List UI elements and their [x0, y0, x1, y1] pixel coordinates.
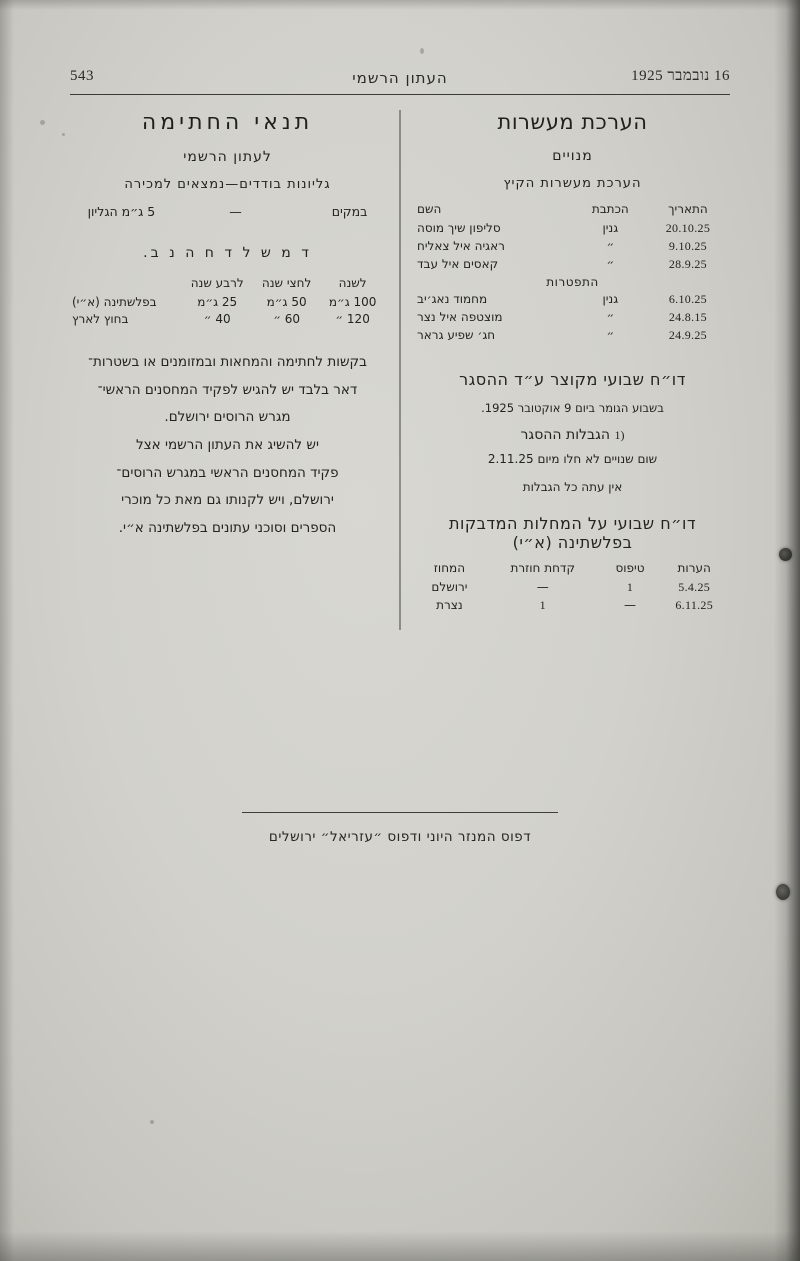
- cell-date: 20.10.25: [665, 220, 711, 235]
- col-name: השם: [417, 202, 442, 216]
- col-typhus: טיפוס: [615, 561, 645, 575]
- col-relapsing-fever: קדחת חוזרת: [510, 561, 575, 575]
- left-column-subtitle-2: גליונות בודדים—נמצאים למכירה: [124, 177, 331, 192]
- scan-edge-shadow-top: [0, 0, 800, 10]
- table-header-row: [415, 201, 730, 219]
- single-issue-dash: —: [229, 204, 242, 219]
- section-label-resignations: התפטרות: [546, 274, 599, 289]
- cell-address: ״: [606, 257, 615, 271]
- cell-quarter-price: 40 ״: [203, 311, 231, 326]
- colophon-text: דפוס המנזר היוני ודפוס ״עזריאל״ ירושלים: [268, 829, 532, 845]
- cell-date: 24.9.25: [668, 327, 707, 342]
- cell-notes: 6.11.25: [675, 597, 714, 612]
- scan-edge-shadow-bottom: [0, 1231, 800, 1261]
- diseases-report-title: דו״ח שבועי על המחלות המדבקות בפלשתינה (א״י): [448, 514, 697, 552]
- instruction-line: ירושלם, ויש לקנותו גם מאת כל מוכרי: [121, 492, 334, 509]
- column-right: [415, 104, 730, 614]
- scan-edge-shadow-left: [0, 0, 14, 1261]
- column-divider: [400, 110, 401, 630]
- col-quarter-year: לרבע שנה: [190, 276, 244, 290]
- subscription-rates-heading: ד מ ש ל ד ח ה נ ב.: [143, 245, 312, 261]
- instruction-line: בקשות לחתימה והמחאות ובמזומנים או בשטרות־: [88, 354, 367, 370]
- scan-edge-shadow-right: [774, 0, 800, 1261]
- scan-speck: [420, 48, 424, 54]
- item-title: הגבלות ההסגר: [520, 427, 611, 443]
- cell-address: גנין: [602, 292, 619, 306]
- diseases-table: [415, 560, 730, 614]
- subscription-instructions: [70, 349, 385, 543]
- cell-region: בפלשתינה (א״י): [72, 294, 157, 309]
- cell-fever: 1: [539, 597, 546, 612]
- table-row: [415, 308, 730, 326]
- scan-speck: [62, 133, 65, 136]
- cell-address: ״: [606, 310, 615, 324]
- table-row: [415, 290, 730, 308]
- colophon: [0, 812, 800, 845]
- quarantine-item-1-line-2: אין עתה כל הגבלות: [522, 480, 623, 494]
- instruction-line: דאר בלבד יש להגיש לפקיד המחסנים הראשי־: [97, 381, 358, 398]
- col-notes: הערות: [677, 561, 711, 575]
- col-district: המחוז: [433, 561, 466, 575]
- table-row: [415, 219, 730, 237]
- cell-quarter-price: 25 ג״מ: [197, 294, 238, 309]
- subscription-rates-table: [70, 275, 385, 327]
- page-body: [70, 104, 730, 664]
- table-row: [70, 293, 385, 310]
- column-left: [70, 104, 385, 543]
- quarantine-item-1-line-1: שום שנויים לא חלו מיום 2.11.25: [487, 452, 658, 466]
- instruction-line: מגרש הרוסים ירושלם.: [164, 409, 291, 426]
- cell-name: קאסים איל עבד: [417, 257, 499, 271]
- cell-name: סליפון שיך מוסה: [417, 221, 501, 235]
- quarantine-item-1: [415, 427, 730, 443]
- table-row: [415, 237, 730, 255]
- cell-name: חג׳ שפיע גראר: [417, 328, 496, 342]
- cell-district: נצרת: [436, 598, 463, 612]
- cell-half-price: 60 ״: [273, 311, 301, 326]
- col-half-year: לחצי שנה: [261, 276, 312, 290]
- table-row: [415, 255, 730, 273]
- cell-typhus: 1: [626, 579, 634, 594]
- cell-address: גנין: [602, 221, 619, 235]
- single-issue-price-line: [70, 204, 385, 219]
- assessments-table: [415, 201, 730, 344]
- left-column-title: תנאי החתימה: [141, 110, 314, 135]
- single-issue-label: במקים: [331, 204, 368, 219]
- cell-region: בחוץ לארץ: [72, 311, 129, 326]
- cell-notes: 5.4.25: [678, 579, 711, 594]
- cell-date: 28.9.25: [668, 256, 707, 271]
- table-header-row: [70, 275, 385, 293]
- instruction-line: פקיד המחסנים הראשי במגרש הרוסים־: [116, 464, 339, 481]
- publication-title: העתון הרשמי: [352, 69, 448, 87]
- cell-year-price: 100 ג״מ: [328, 294, 377, 309]
- cell-typhus: —: [624, 598, 637, 612]
- cell-year-price: 120 ״: [335, 311, 370, 326]
- table-row: [70, 310, 385, 327]
- cell-name: ראגיה איל צאליח: [417, 239, 505, 253]
- scan-speck: [150, 1120, 154, 1124]
- col-address: הכתבת: [591, 202, 629, 216]
- cell-district: ירושלם: [431, 580, 468, 594]
- single-issue-price: 5 ג״מ הגליון: [87, 204, 156, 219]
- table-section-row: [415, 273, 730, 290]
- scan-speck: [40, 120, 45, 125]
- cell-date: 9.10.25: [668, 238, 707, 253]
- cell-half-price: 50 ג״מ: [266, 294, 307, 309]
- colophon-rule: [242, 812, 558, 813]
- instruction-line: יש להשיג את העתון הרשמי אצל: [136, 437, 319, 454]
- table-row: [415, 578, 730, 596]
- table-header-row: [415, 560, 730, 578]
- cell-address: ״: [606, 328, 615, 342]
- quarantine-report-note: בשבוע הגומר ביום 9 אוקטובר 1925.: [481, 401, 664, 415]
- header-rule: [70, 94, 730, 95]
- instruction-line: הספרים וסוכני עתונים בפלשתינה א״י.: [118, 520, 337, 537]
- page-header: [70, 68, 730, 94]
- cell-fever: —: [536, 580, 549, 594]
- cell-name: מוצטפה איל נצר: [417, 310, 503, 324]
- cell-name: מחמוד נאג׳יב: [417, 292, 488, 306]
- table-row: [415, 326, 730, 344]
- cell-date: 24.8.15: [668, 309, 707, 324]
- right-column-subtitle-2: הערכת מעשרות הקיץ: [503, 176, 642, 191]
- cell-date: 6.10.25: [668, 291, 707, 306]
- table-row: [415, 596, 730, 614]
- right-column-subtitle: מנויים: [552, 148, 593, 164]
- issue-date: 16 נובמבר 1925: [631, 68, 730, 84]
- cell-address: ״: [606, 239, 615, 253]
- quarantine-report-title: דו״ח שבועי מקוצר ע״ד ההסגר: [459, 370, 686, 389]
- right-column-title: הערכת מעשרות: [497, 110, 648, 134]
- left-column-subtitle: לעתון הרשמי: [183, 149, 272, 165]
- page-number: 543: [70, 68, 94, 84]
- item-marker: (1: [614, 428, 625, 442]
- col-per-year: לשנה: [338, 276, 367, 290]
- col-date: התאריך: [668, 202, 708, 216]
